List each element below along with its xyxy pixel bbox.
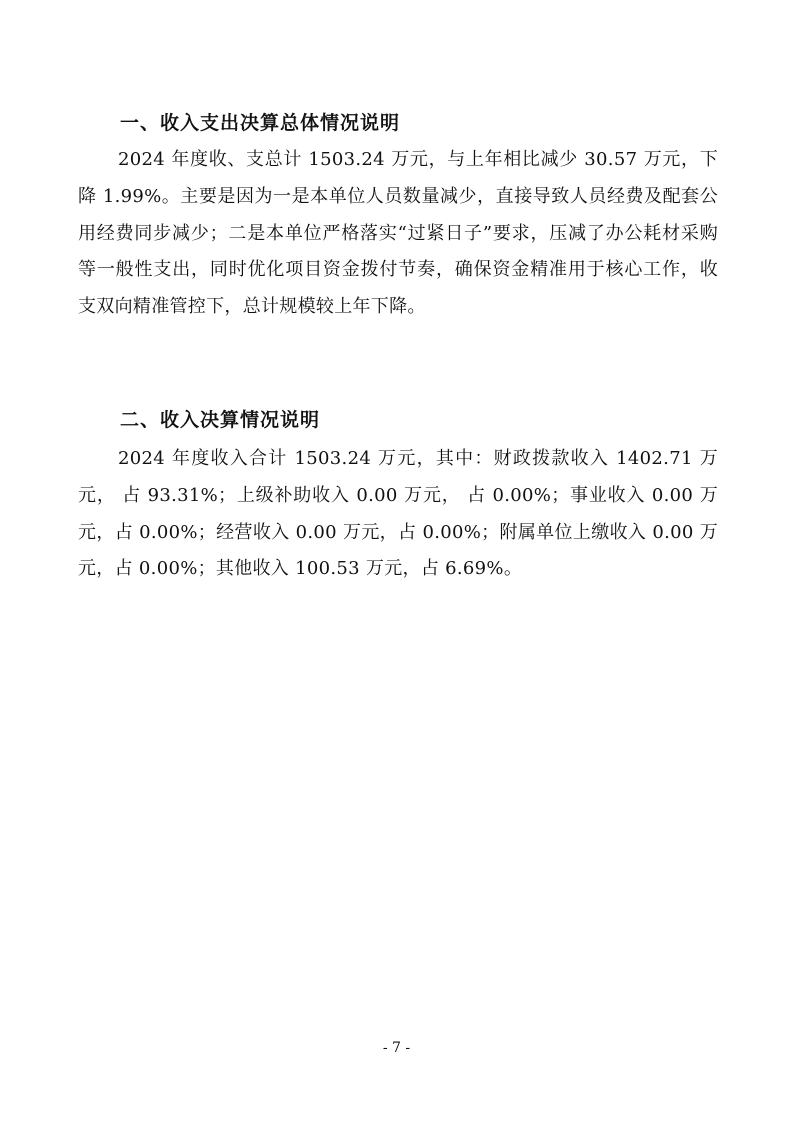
section-heading-overview: 一、收入支出决算总体情况说明 xyxy=(120,112,401,134)
page-number: - 7 - xyxy=(382,1040,411,1056)
section-paragraph-income: 2024 年度收入合计 1503.24 万元，其中：财政拨款收入 1402.71 万元， 占 93.31%；上级补助收入 0.00 万元， 占 0.00%；事业收入 0.00 万元，占 0.00%；经营收入 0.00 万元，占 0.00%；附属单位上缴收入 0.00 万元，占 0.00%；其他收入 100.53 万元，占 6.69%。 xyxy=(78,448,718,580)
section-paragraph-overview: 2024 年度收、支总计 1503.24 万元，与上年相比减少 30.57 万元，下降 1.99%。主要是因为一是本单位人员数量减少，直接导致人员经费及配套公用经费同步减少；二是本单位严格落实“过紧日子”要求，压减了办公耗材采购等一般性支出，同时优化项目资金拨付节奏，确保资金精准用于核心工作，收支双向精准管控下，总计规模较上年下降。 xyxy=(78,149,718,318)
section-heading-income: 二、收入决算情况说明 xyxy=(120,409,321,431)
